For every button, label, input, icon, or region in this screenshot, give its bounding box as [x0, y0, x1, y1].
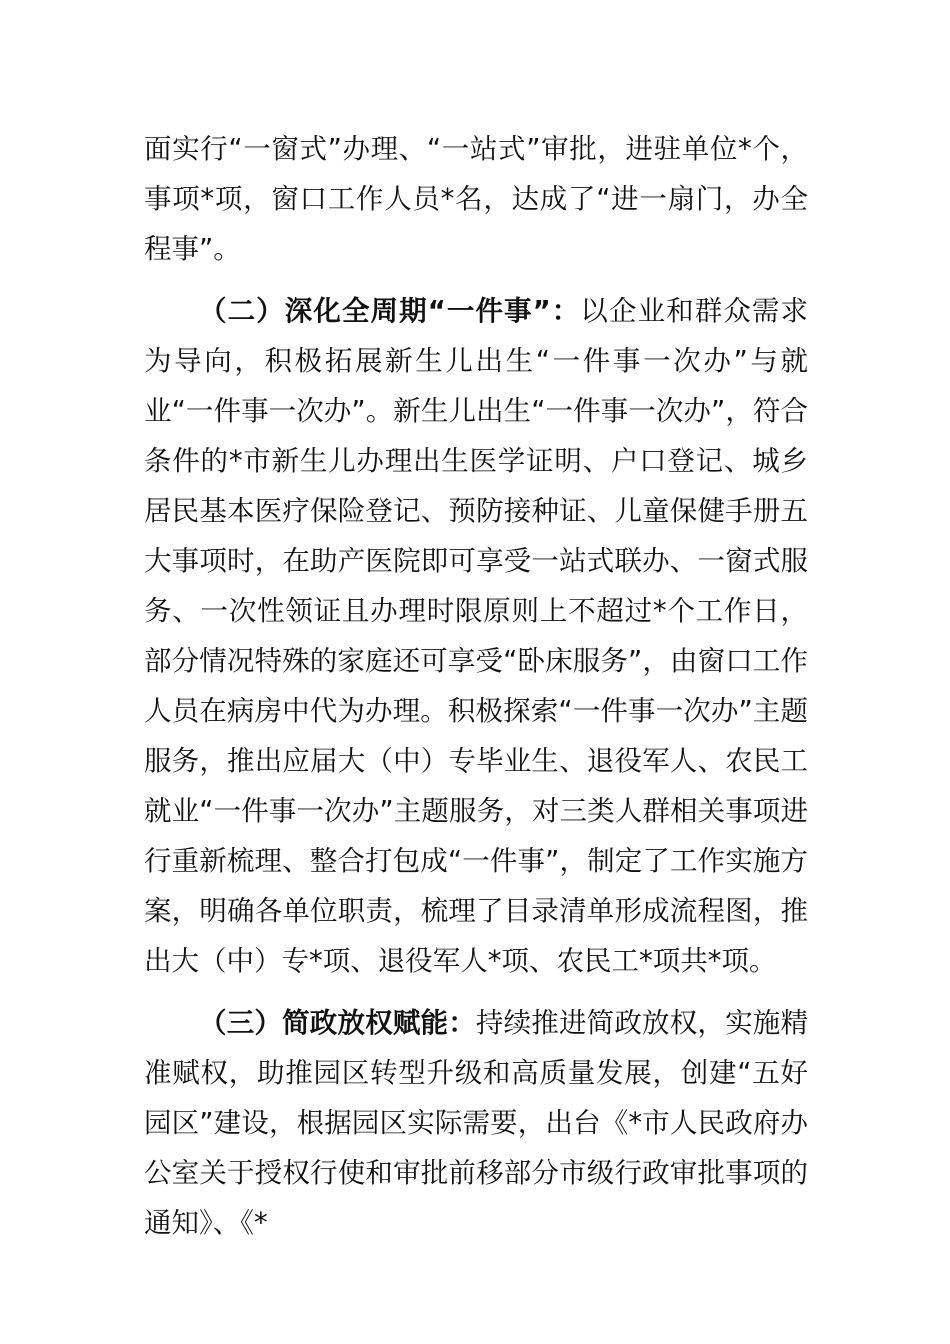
- paragraph-text: 面实行“一窗式”办理、“一站式”审批，进驻单位*个，事项*项，窗口工作人员*名，达成了“进一扇门，办全程事”。: [144, 133, 808, 265]
- document-page: [144, 124, 808, 1260]
- paragraph-continuation: [144, 124, 808, 274]
- section-heading: （三）简政放权赋能：: [199, 1007, 476, 1039]
- paragraph-section-2: [144, 286, 808, 986]
- section-heading: （二）深化全周期“一件事”：: [199, 295, 581, 327]
- paragraph-text: 以企业和群众需求为导向，积极拓展新生儿出生“一件事一次办”与就业“一件事一次办”。新生儿出生“一件事一次办”，符合条件的*市新生儿办理出生医学证明、户口登记、城乡居民基本医疗保险登记、预防接种证、儿童保健手册五大事项时，在助产医院即可享受一站式联办、一窗式服务、一次性领证且办理时限原则上不超过*个工作日，部分情况特殊的家庭还可享受“卧床服务”，由窗口工作人员在病房中代为办理。积极探索“一件事一次办”主题服务，推出应届大（中）专毕业生、退役军人、农民工就业“一件事一次办”主题服务，对三类人群相关事项进行重新梳理、整合打包成“一件事”，制定了工作实施方案，明确各单位职责，梳理了目录清单形成流程图，推出大（中）专*项、退役军人*项、农民工*项共*项。: [144, 295, 809, 977]
- paragraph-section-3: [144, 998, 808, 1248]
- paragraph-text: 持续推进简政放权，实施精准赋权，助推园区转型升级和高质量发展，创建“五好园区”建设，根据园区实际需要，出台《*市人民政府办公室关于授权行使和审批前移部分市级行政审批事项的通知》、《*: [144, 1007, 809, 1239]
